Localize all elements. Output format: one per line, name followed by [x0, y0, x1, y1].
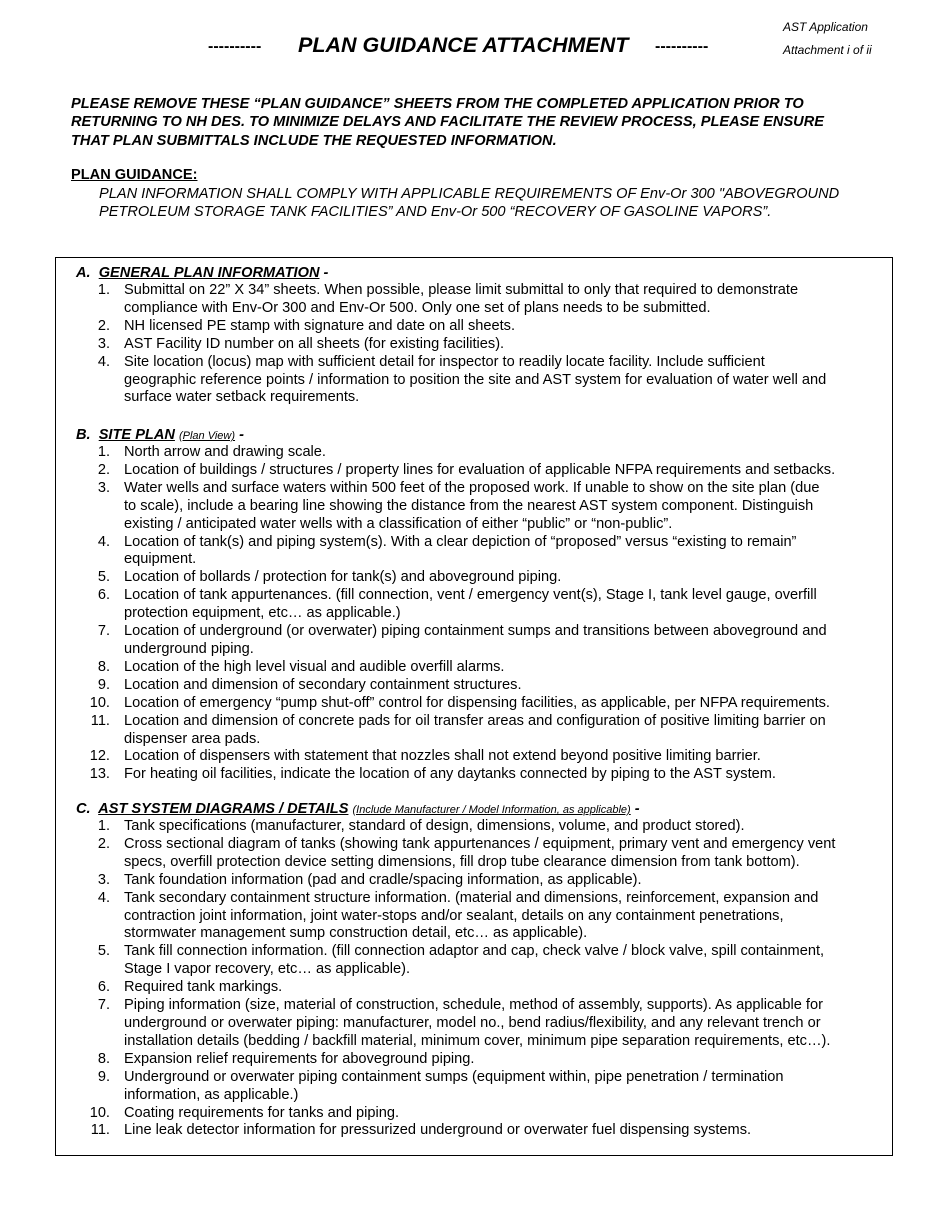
list-item-text	[124, 354, 950, 408]
list-item	[0, 587, 950, 623]
section-suffix: -	[630, 801, 640, 817]
list-item-line: Location of bollards / protection for tank(s) and aboveground piping.	[124, 569, 562, 586]
section-subtitle: (Include Manufacturer / Model Information, as applicable)	[352, 804, 631, 816]
list-item-text	[124, 587, 950, 623]
section-subtitle: (Plan View)	[178, 430, 236, 442]
list-item	[0, 1105, 950, 1123]
list-item-line: Tank secondary containment structure information. (material and dimensions, reinforcement, expansion and	[124, 889, 819, 906]
list-item	[0, 444, 950, 462]
list-item-line: Location and dimension of concrete pads for oil transfer areas and configuration of positive limiting barrier on	[124, 712, 826, 729]
list-item-line: Tank specifications (manufacturer, standard of design, dimensions, volume, and product stored).	[124, 818, 745, 834]
list-item-number: 11.	[90, 1122, 110, 1139]
page-title: PLAN GUIDANCE ATTACHMENT	[298, 33, 629, 57]
list-item-number: 13.	[89, 766, 110, 783]
list-item-number: 6.	[97, 979, 110, 996]
list-item-line: NH licensed PE stamp with signature and date on all sheets.	[124, 317, 516, 334]
list-item-line: Submittal on 22” X 34” sheets. When possible, please limit submittal to only that required to demonstrate	[124, 282, 799, 298]
list-item-line: dispenser area pads.	[124, 730, 261, 747]
list-item-number: 9.	[97, 676, 110, 693]
list-item-text	[124, 1122, 950, 1140]
list-item	[0, 480, 950, 534]
section-suffix: -	[235, 427, 244, 443]
section-item-list	[0, 282, 950, 407]
list-item	[0, 677, 950, 695]
page-header	[0, 0, 950, 70]
list-item-text	[124, 872, 950, 890]
list-item-line: Location of buildings / structures / property lines for evaluation of applicable NFPA requirements and setbacks.	[124, 461, 836, 478]
list-item-line: Line leak detector information for pressurized underground or overwater fuel dispensing systems.	[124, 1122, 752, 1139]
notice-line: PLEASE REMOVE THESE “PLAN GUIDANCE” SHEETS FROM THE COMPLETED APPLICATION PRIOR TO	[71, 96, 804, 112]
list-item-text	[124, 444, 950, 462]
list-item	[0, 695, 950, 713]
list-item-number: 6.	[97, 587, 110, 604]
list-item	[0, 836, 950, 872]
list-item-line: contraction joint information, joint water-stops and/or sealant, details on any containment penetrations,	[124, 907, 784, 924]
list-item-line: Location of emergency “pump shut-off” control for dispensing facilities, as applicable, per NFPA requirements.	[124, 694, 830, 711]
list-item-line: underground or overwater piping: manufacturer, model no., bend radius/flexibility, and any relevant trench or	[124, 1014, 821, 1031]
list-item-line: Location of the high level visual and audible overfill alarms.	[124, 658, 505, 675]
list-item	[0, 766, 950, 784]
section-title: SITE PLAN	[98, 427, 175, 443]
list-item	[0, 569, 950, 587]
list-item-line: Tank foundation information (pad and cradle/spacing information, as applicable).	[124, 871, 642, 888]
list-item	[0, 318, 950, 336]
list-item	[0, 623, 950, 659]
list-item-line: surface water setback requirements.	[124, 389, 360, 406]
list-item-line: compliance with Env-Or 300 and Env-Or 500. Only one set of plans needs to be submitted.	[124, 299, 711, 316]
list-item-text	[124, 569, 950, 587]
list-item-text	[124, 462, 950, 480]
list-item-line: stormwater management sump construction detail, etc… as applicable).	[124, 925, 588, 942]
removal-notice	[71, 95, 901, 150]
list-item-text	[124, 766, 950, 784]
list-item-number: 1.	[97, 444, 110, 460]
list-item-line: Required tank markings.	[124, 979, 283, 996]
list-item-text	[124, 623, 950, 659]
list-item	[0, 1051, 950, 1069]
title-dashes-right: ----------	[655, 38, 709, 55]
plan-guidance-text	[99, 185, 839, 222]
list-item-text	[124, 943, 950, 979]
list-item-line: underground piping.	[124, 640, 254, 657]
list-item-number: 4.	[97, 353, 110, 370]
list-item-line: AST Facility ID number on all sheets (for existing facilities).	[124, 335, 505, 352]
section-heading	[76, 426, 244, 445]
list-item-text	[124, 1051, 950, 1069]
list-item-number: 9.	[97, 1068, 110, 1085]
list-item-number: 3.	[97, 335, 110, 352]
list-item-line: specs, overfill protection device setting dimensions, fill drop tube clearance dimension from tank bottom).	[124, 853, 800, 870]
list-item	[0, 979, 950, 997]
list-item-number: 7.	[97, 623, 110, 640]
list-item-line: Location and dimension of secondary containment structures.	[124, 676, 522, 693]
form-name-label: AST Application	[783, 20, 868, 34]
list-item-line: Location of dispensers with statement that nozzles shall not extend beyond positive limiting barrier.	[124, 748, 761, 765]
section-item-list	[0, 818, 950, 1140]
list-item-text	[124, 677, 950, 695]
list-item-text	[124, 336, 950, 354]
list-item-number: 3.	[97, 479, 110, 496]
list-item-text	[124, 695, 950, 713]
list-item-line: Expansion relief requirements for aboveground piping.	[124, 1050, 475, 1067]
section-title: GENERAL PLAN INFORMATION	[98, 265, 320, 281]
list-item-line: Cross sectional diagram of tanks (showing tank appurtenances / equipment, primary vent and emergency vent	[124, 835, 836, 852]
list-item	[0, 943, 950, 979]
list-item	[0, 748, 950, 766]
section-heading	[76, 264, 328, 282]
title-dashes-left: ----------	[208, 38, 262, 55]
list-item-number: 1.	[97, 818, 110, 834]
plan-guidance-heading: PLAN GUIDANCE:	[71, 167, 198, 183]
section-title: AST SYSTEM DIAGRAMS / DETAILS	[98, 801, 349, 817]
list-item-number: 2.	[97, 461, 110, 478]
list-item-number: 12.	[89, 748, 110, 765]
list-item-line: Water wells and surface waters within 500 feet of the proposed work. If unable to show on the site plan (due	[124, 479, 820, 496]
list-item-text	[124, 1105, 950, 1123]
list-item-number: 3.	[97, 871, 110, 888]
list-item	[0, 354, 950, 408]
list-item-line: For heating oil facilities, indicate the location of any daytanks connected by piping to the AST system.	[124, 766, 776, 783]
list-item-text	[124, 890, 950, 944]
list-item-line: Underground or overwater piping containment sumps (equipment within, pipe penetration / termination	[124, 1068, 784, 1085]
list-item	[0, 282, 950, 318]
attachment-page-label: Attachment i of ii	[783, 43, 872, 57]
list-item-text	[124, 836, 950, 872]
list-item-number: 2.	[97, 317, 110, 334]
notice-line: RETURNING TO NH DES. TO MINIMIZE DELAYS AND FACILITATE THE REVIEW PROCESS, PLEASE ENSURE	[71, 114, 824, 131]
section-letter: A.	[76, 265, 99, 281]
list-item-text	[124, 282, 950, 318]
section-suffix: -	[319, 265, 329, 281]
list-item-text	[124, 997, 950, 1051]
list-item-number: 10.	[89, 1104, 110, 1121]
section-heading	[76, 800, 640, 819]
list-item-number: 4.	[97, 889, 110, 906]
list-item-number: 8.	[97, 1050, 110, 1067]
list-item-line: existing / anticipated water wells with a classification of either “public” or “non-public”.	[124, 515, 673, 532]
list-item	[0, 1069, 950, 1105]
section-item-list	[0, 444, 950, 784]
list-item-line: Piping information (size, material of construction, schedule, method of assembly, supports). As applicable for	[124, 997, 823, 1014]
list-item-text	[124, 1069, 950, 1105]
list-item-line: protection equipment, etc… as applicable.)	[124, 605, 401, 622]
list-item-number: 11.	[90, 712, 110, 729]
list-item-line: information, as applicable.)	[124, 1086, 299, 1103]
list-item	[0, 890, 950, 944]
list-item-line: North arrow and drawing scale.	[124, 444, 326, 460]
list-item-text	[124, 979, 950, 997]
list-item-text	[124, 748, 950, 766]
list-item-number: 7.	[97, 997, 110, 1014]
list-item-line: Site location (locus) map with sufficient detail for inspector to readily locate facility. Include sufficient	[124, 353, 765, 370]
list-item-line: Location of underground (or overwater) piping containment sumps and transitions between aboveground and	[124, 623, 827, 640]
list-item-text	[124, 480, 950, 534]
list-item	[0, 872, 950, 890]
list-item-line: Tank fill connection information. (fill connection adaptor and cap, check valve / block valve, spill containment,	[124, 943, 825, 960]
list-item-line: Stage I vapor recovery, etc… as applicable).	[124, 961, 411, 978]
section-letter: C.	[76, 801, 99, 817]
list-item	[0, 659, 950, 677]
guidance-line: PLAN INFORMATION SHALL COMPLY WITH APPLICABLE REQUIREMENTS OF Env-Or 300 "ABOVEGROUND	[99, 186, 840, 202]
guidance-line: PETROLEUM STORAGE TANK FACILITIES” AND Env-Or 500 “RECOVERY OF GASOLINE VAPORS”.	[99, 204, 772, 221]
list-item-number: 2.	[97, 835, 110, 852]
list-item	[0, 336, 950, 354]
list-item-text	[124, 713, 950, 749]
list-item-line: geographic reference points / information to position the site and AST system for evaluation of water well and	[124, 371, 827, 388]
list-item-number: 4.	[97, 533, 110, 550]
list-item-line: to scale), include a bearing line showing the distance from the nearest AST system component. Distinguish	[124, 497, 814, 514]
list-item	[0, 997, 950, 1051]
list-item	[0, 534, 950, 570]
list-item-number: 5.	[97, 569, 110, 586]
section-letter: B.	[76, 427, 99, 443]
notice-line: THAT PLAN SUBMITTALS INCLUDE THE REQUESTED INFORMATION.	[71, 132, 557, 149]
list-item	[0, 462, 950, 480]
list-item-number: 5.	[97, 943, 110, 960]
list-item-number: 8.	[97, 658, 110, 675]
list-item-line: Coating requirements for tanks and piping.	[124, 1104, 400, 1121]
list-item	[0, 1122, 950, 1140]
list-item-text	[124, 318, 950, 336]
list-item-text	[124, 659, 950, 677]
list-item-line: installation details (bedding / backfill material, minimum cover, minimum pipe separation requirements, etc…).	[124, 1032, 831, 1049]
list-item-text	[124, 818, 950, 836]
list-item-line: Location of tank(s) and piping system(s). With a clear depiction of “proposed” versus “existing to remain”	[124, 533, 797, 550]
list-item-number: 10.	[89, 694, 110, 711]
list-item-line: Location of tank appurtenances. (fill connection, vent / emergency vent(s), Stage I, tank level gauge, overfill	[124, 587, 817, 604]
list-item-line: equipment.	[124, 551, 197, 568]
list-item-text	[124, 534, 950, 570]
list-item	[0, 818, 950, 836]
list-item	[0, 713, 950, 749]
list-item-number: 1.	[97, 282, 110, 298]
